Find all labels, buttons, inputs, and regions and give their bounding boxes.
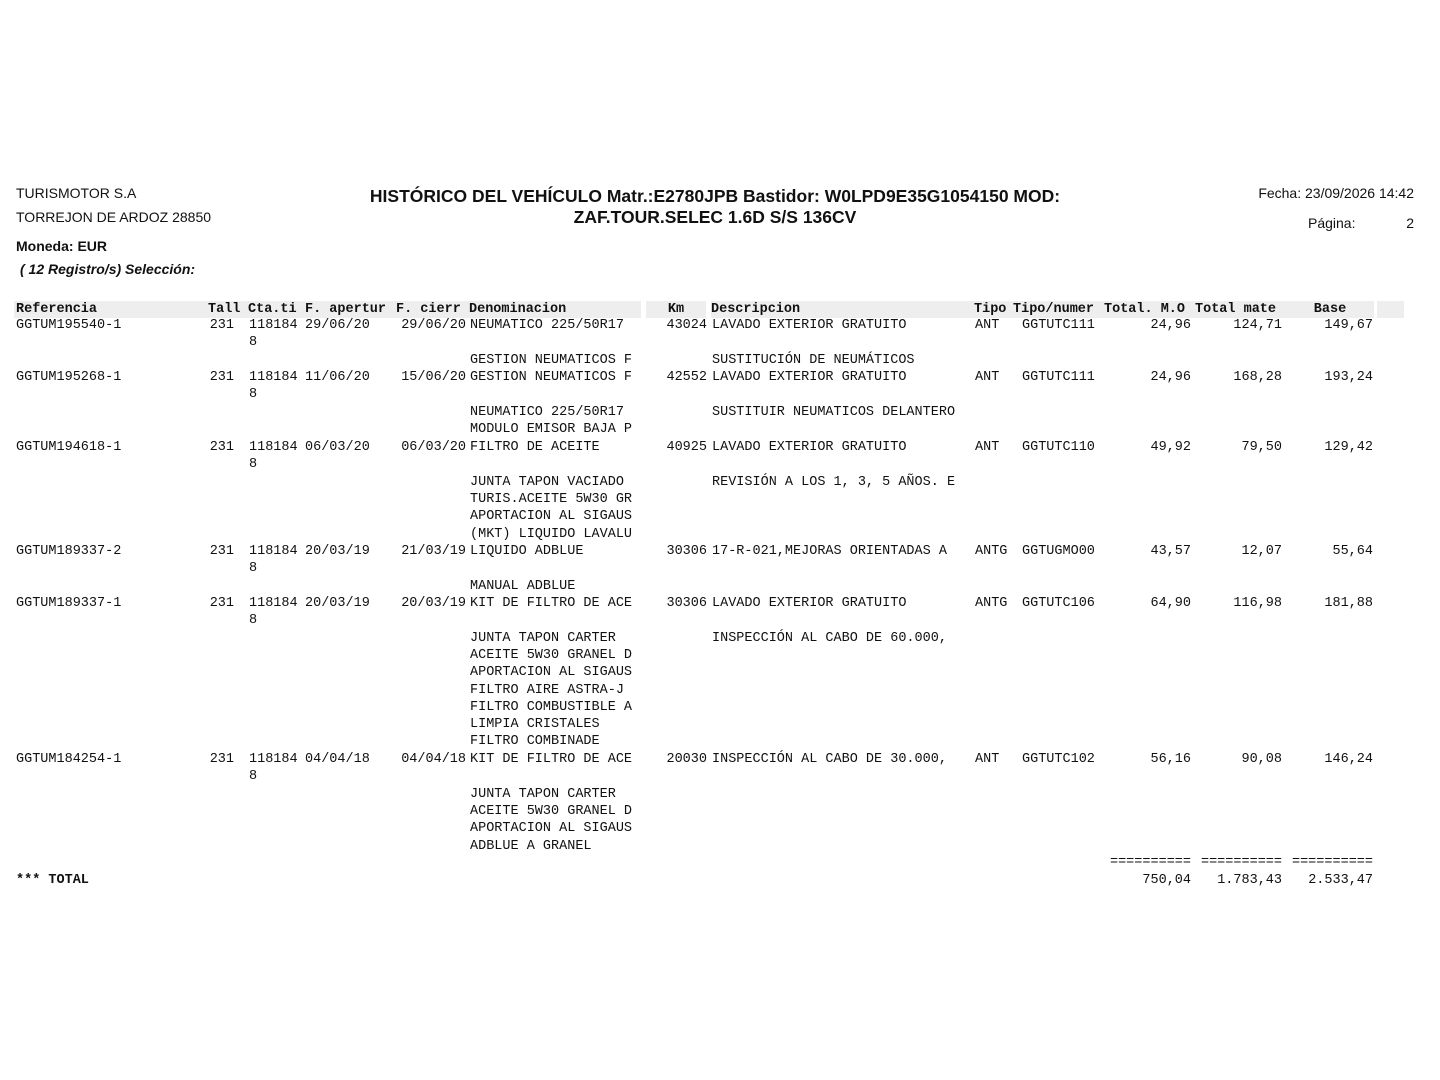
column-header-base: Base xyxy=(1313,302,1347,317)
cell-tipo-numero: GGTUTC111 xyxy=(1022,318,1095,333)
cell-total-mo: 64,90 xyxy=(1150,596,1191,611)
cell-cuenta: 118184 xyxy=(249,318,298,333)
column-header-gap xyxy=(706,301,711,318)
cell-tipo-numero: GGTUTC106 xyxy=(1022,596,1095,611)
column-header-tall: Tall xyxy=(208,302,241,317)
page-title xyxy=(280,186,1150,228)
cell-km: 42552 xyxy=(666,370,707,385)
cell-denominacion: LIQUIDO ADBLUE xyxy=(470,544,584,559)
cell-taller: 231 xyxy=(209,370,234,385)
cell-denominacion: KIT DE FILTRO DE ACE xyxy=(470,752,633,767)
column-header-f-apertur: F. apertur xyxy=(305,302,387,317)
cell-taller: 231 xyxy=(209,596,234,611)
cell-denominacion: NEUMATICO 225/50R17 xyxy=(470,404,624,420)
cell-descripcion: INSPECCIÓN AL CABO DE 60.000, xyxy=(712,630,947,646)
column-header-gap xyxy=(1374,301,1377,318)
cell-fecha-apertura: 20/03/19 xyxy=(305,596,370,611)
column-header-total-mate: Total mate xyxy=(1195,302,1277,317)
cell-fecha-cierre: 29/06/20 xyxy=(401,318,466,333)
cell-denominacion: FILTRO COMBUSTIBLE A xyxy=(470,699,633,715)
cell-denominacion: APORTACION AL SIGAUS xyxy=(470,665,633,681)
cell-denominacion: FILTRO DE ACEITE xyxy=(470,440,600,455)
cell-descripcion: LAVADO EXTERIOR GRATUITO xyxy=(712,318,907,333)
cell-denominacion: JUNTA TAPON CARTER xyxy=(470,630,616,646)
title-line-2: ZAF.TOUR.SELEC 1.6D S/S 136CV xyxy=(573,207,857,227)
cell-denominacion: ACEITE 5W30 GRANEL D xyxy=(470,647,633,663)
cell-km: 43024 xyxy=(666,318,707,333)
cell-cuenta-cont: 8 xyxy=(249,613,258,629)
cell-descripcion: SUSTITUIR NEUMATICOS DELANTERO xyxy=(712,404,956,420)
cell-total-mo: 56,16 xyxy=(1150,752,1191,767)
cell-denominacion: MANUAL ADBLUE xyxy=(470,578,576,594)
cell-total-mo: 24,96 xyxy=(1150,370,1191,385)
column-header-f-cierr: F. cierr xyxy=(396,302,461,317)
cell-taller: 231 xyxy=(209,544,234,559)
total-base: 2.533,47 xyxy=(1308,873,1373,888)
column-header-descripcion: Descripcion xyxy=(711,302,801,317)
cell-total-mate: 12,07 xyxy=(1241,544,1282,559)
cell-fecha-cierre: 04/04/18 xyxy=(401,752,466,767)
cell-cuenta-cont: 8 xyxy=(249,335,258,351)
cell-cuenta-cont: 8 xyxy=(249,561,258,577)
cell-fecha-apertura: 04/04/18 xyxy=(305,752,370,767)
column-header-gap xyxy=(641,301,646,318)
cell-cuenta-cont: 8 xyxy=(249,457,258,473)
column-header-denominacion: Denominacion xyxy=(469,302,567,317)
cell-km: 20030 xyxy=(666,752,707,767)
cell-denominacion: GESTION NEUMATICOS F xyxy=(470,370,633,385)
cell-tipo-numero: GGTUGMO00 xyxy=(1022,544,1095,559)
cell-fecha-apertura: 06/03/20 xyxy=(305,440,370,455)
cell-km: 30306 xyxy=(666,596,707,611)
cell-km: 40925 xyxy=(666,440,707,455)
cell-referencia: GGTUM195268-1 xyxy=(16,370,122,385)
cell-total-mate: 79,50 xyxy=(1241,440,1282,455)
cell-denominacion: JUNTA TAPON VACIADO xyxy=(470,474,624,490)
column-header-tipo: Tipo xyxy=(974,302,1007,317)
column-header-total-m-o: Total. M.O xyxy=(1104,302,1186,317)
cell-fecha-cierre: 15/06/20 xyxy=(401,370,466,385)
cell-tipo: ANT xyxy=(975,440,1000,455)
cell-tipo: ANTG xyxy=(975,544,1008,559)
cell-referencia: GGTUM184254-1 xyxy=(16,752,122,767)
cell-denominacion: APORTACION AL SIGAUS xyxy=(470,821,633,837)
cell-total-mo: 24,96 xyxy=(1150,318,1191,333)
page-label: Página: xyxy=(1308,215,1356,231)
column-header-referencia: Referencia xyxy=(16,302,98,317)
cell-base: 181,88 xyxy=(1324,596,1373,611)
cell-total-mate: 116,98 xyxy=(1233,596,1282,611)
cell-tipo: ANTG xyxy=(975,596,1008,611)
separator-mate: ========== xyxy=(1200,855,1282,870)
cell-fecha-cierre: 06/03/20 xyxy=(401,440,466,455)
cell-base: 149,67 xyxy=(1324,318,1373,333)
cell-base: 129,42 xyxy=(1324,440,1373,455)
cell-descripcion: REVISIÓN A LOS 1, 3, 5 AÑOS. E xyxy=(712,474,956,490)
cell-denominacion: LIMPIA CRISTALES xyxy=(470,717,600,733)
cell-base: 55,64 xyxy=(1332,544,1373,559)
cell-descripcion: INSPECCIÓN AL CABO DE 30.000, xyxy=(712,752,947,767)
cell-base: 146,24 xyxy=(1324,752,1373,767)
cell-base: 193,24 xyxy=(1324,370,1373,385)
cell-denominacion: GESTION NEUMATICOS F xyxy=(470,352,633,368)
total-label: *** TOTAL xyxy=(16,873,89,888)
cell-denominacion: JUNTA TAPON CARTER xyxy=(470,786,616,802)
cell-cuenta-cont: 8 xyxy=(249,769,258,785)
cell-cuenta: 118184 xyxy=(249,440,298,455)
cell-denominacion: APORTACION AL SIGAUS xyxy=(470,509,633,525)
cell-cuenta-cont: 8 xyxy=(249,387,258,403)
cell-denominacion: TURIS.ACEITE 5W30 GR xyxy=(470,491,633,507)
cell-tipo: ANT xyxy=(975,752,1000,767)
total-mate: 1.783,43 xyxy=(1217,873,1282,888)
cell-cuenta: 118184 xyxy=(249,544,298,559)
company-name: TURISMOTOR S.A xyxy=(16,185,137,201)
cell-taller: 231 xyxy=(209,440,234,455)
cell-referencia: GGTUM195540-1 xyxy=(16,318,122,333)
cell-denominacion: ACEITE 5W30 GRANEL D xyxy=(470,803,633,819)
cell-denominacion: ADBLUE A GRANEL xyxy=(470,838,592,854)
cell-taller: 231 xyxy=(209,752,234,767)
cell-denominacion: KIT DE FILTRO DE ACE xyxy=(470,596,633,611)
separator-base: ========== xyxy=(1291,855,1373,870)
cell-denominacion: FILTRO COMBINADE xyxy=(470,734,600,750)
cell-denominacion: MODULO EMISOR BAJA P xyxy=(470,421,633,437)
cell-tipo-numero: GGTUTC111 xyxy=(1022,370,1095,385)
page-number: 2 xyxy=(1406,215,1414,231)
cell-total-mo: 43,57 xyxy=(1150,544,1191,559)
cell-total-mate: 124,71 xyxy=(1233,318,1282,333)
cell-cuenta: 118184 xyxy=(249,752,298,767)
report-date: Fecha: 23/09/2026 14:42 xyxy=(1258,185,1414,201)
column-header-cta-ti: Cta.ti xyxy=(248,302,297,317)
cell-fecha-cierre: 21/03/19 xyxy=(401,544,466,559)
cell-tipo-numero: GGTUTC102 xyxy=(1022,752,1095,767)
cell-descripcion: LAVADO EXTERIOR GRATUITO xyxy=(712,596,907,611)
cell-fecha-apertura: 20/03/19 xyxy=(305,544,370,559)
cell-descripcion: LAVADO EXTERIOR GRATUITO xyxy=(712,370,907,385)
cell-total-mate: 90,08 xyxy=(1241,752,1282,767)
cell-tipo-numero: GGTUTC110 xyxy=(1022,440,1095,455)
company-address: TORREJON DE ARDOZ 28850 xyxy=(16,209,212,225)
cell-descripcion: SUSTITUCIÓN DE NEUMÁTICOS xyxy=(712,352,915,368)
cell-descripcion: LAVADO EXTERIOR GRATUITO xyxy=(712,440,907,455)
title-line-1: HISTÓRICO DEL VEHÍCULO Matr.:E2780JPB Bastidor: W0LPD9E35G1054150 MOD: xyxy=(369,186,1061,206)
cell-referencia: GGTUM189337-2 xyxy=(16,544,122,559)
record-count: ( 12 Registro/s) Selección: xyxy=(20,261,196,277)
cell-referencia: GGTUM194618-1 xyxy=(16,440,122,455)
column-header-tipo-numer: Tipo/numer xyxy=(1013,302,1095,317)
cell-taller: 231 xyxy=(209,318,234,333)
column-header-km: Km xyxy=(667,302,685,317)
cell-cuenta: 118184 xyxy=(249,596,298,611)
total-mo: 750,04 xyxy=(1142,873,1191,888)
separator-mo: ========== xyxy=(1109,855,1191,870)
cell-km: 30306 xyxy=(666,544,707,559)
cell-fecha-apertura: 29/06/20 xyxy=(305,318,370,333)
currency: Moneda: EUR xyxy=(16,238,107,254)
cell-descripcion: 17-R-021,MEJORAS ORIENTADAS A xyxy=(712,544,947,559)
cell-denominacion: FILTRO AIRE ASTRA-J xyxy=(470,682,624,698)
cell-total-mo: 49,92 xyxy=(1150,440,1191,455)
cell-fecha-cierre: 20/03/19 xyxy=(401,596,466,611)
cell-total-mate: 168,28 xyxy=(1233,370,1282,385)
cell-referencia: GGTUM189337-1 xyxy=(16,596,122,611)
cell-fecha-apertura: 11/06/20 xyxy=(305,370,370,385)
cell-denominacion: (MKT) LIQUIDO LAVALU xyxy=(470,526,633,542)
cell-tipo: ANT xyxy=(975,318,1000,333)
cell-denominacion: NEUMATICO 225/50R17 xyxy=(470,318,624,333)
cell-tipo: ANT xyxy=(975,370,1000,385)
cell-cuenta: 118184 xyxy=(249,370,298,385)
